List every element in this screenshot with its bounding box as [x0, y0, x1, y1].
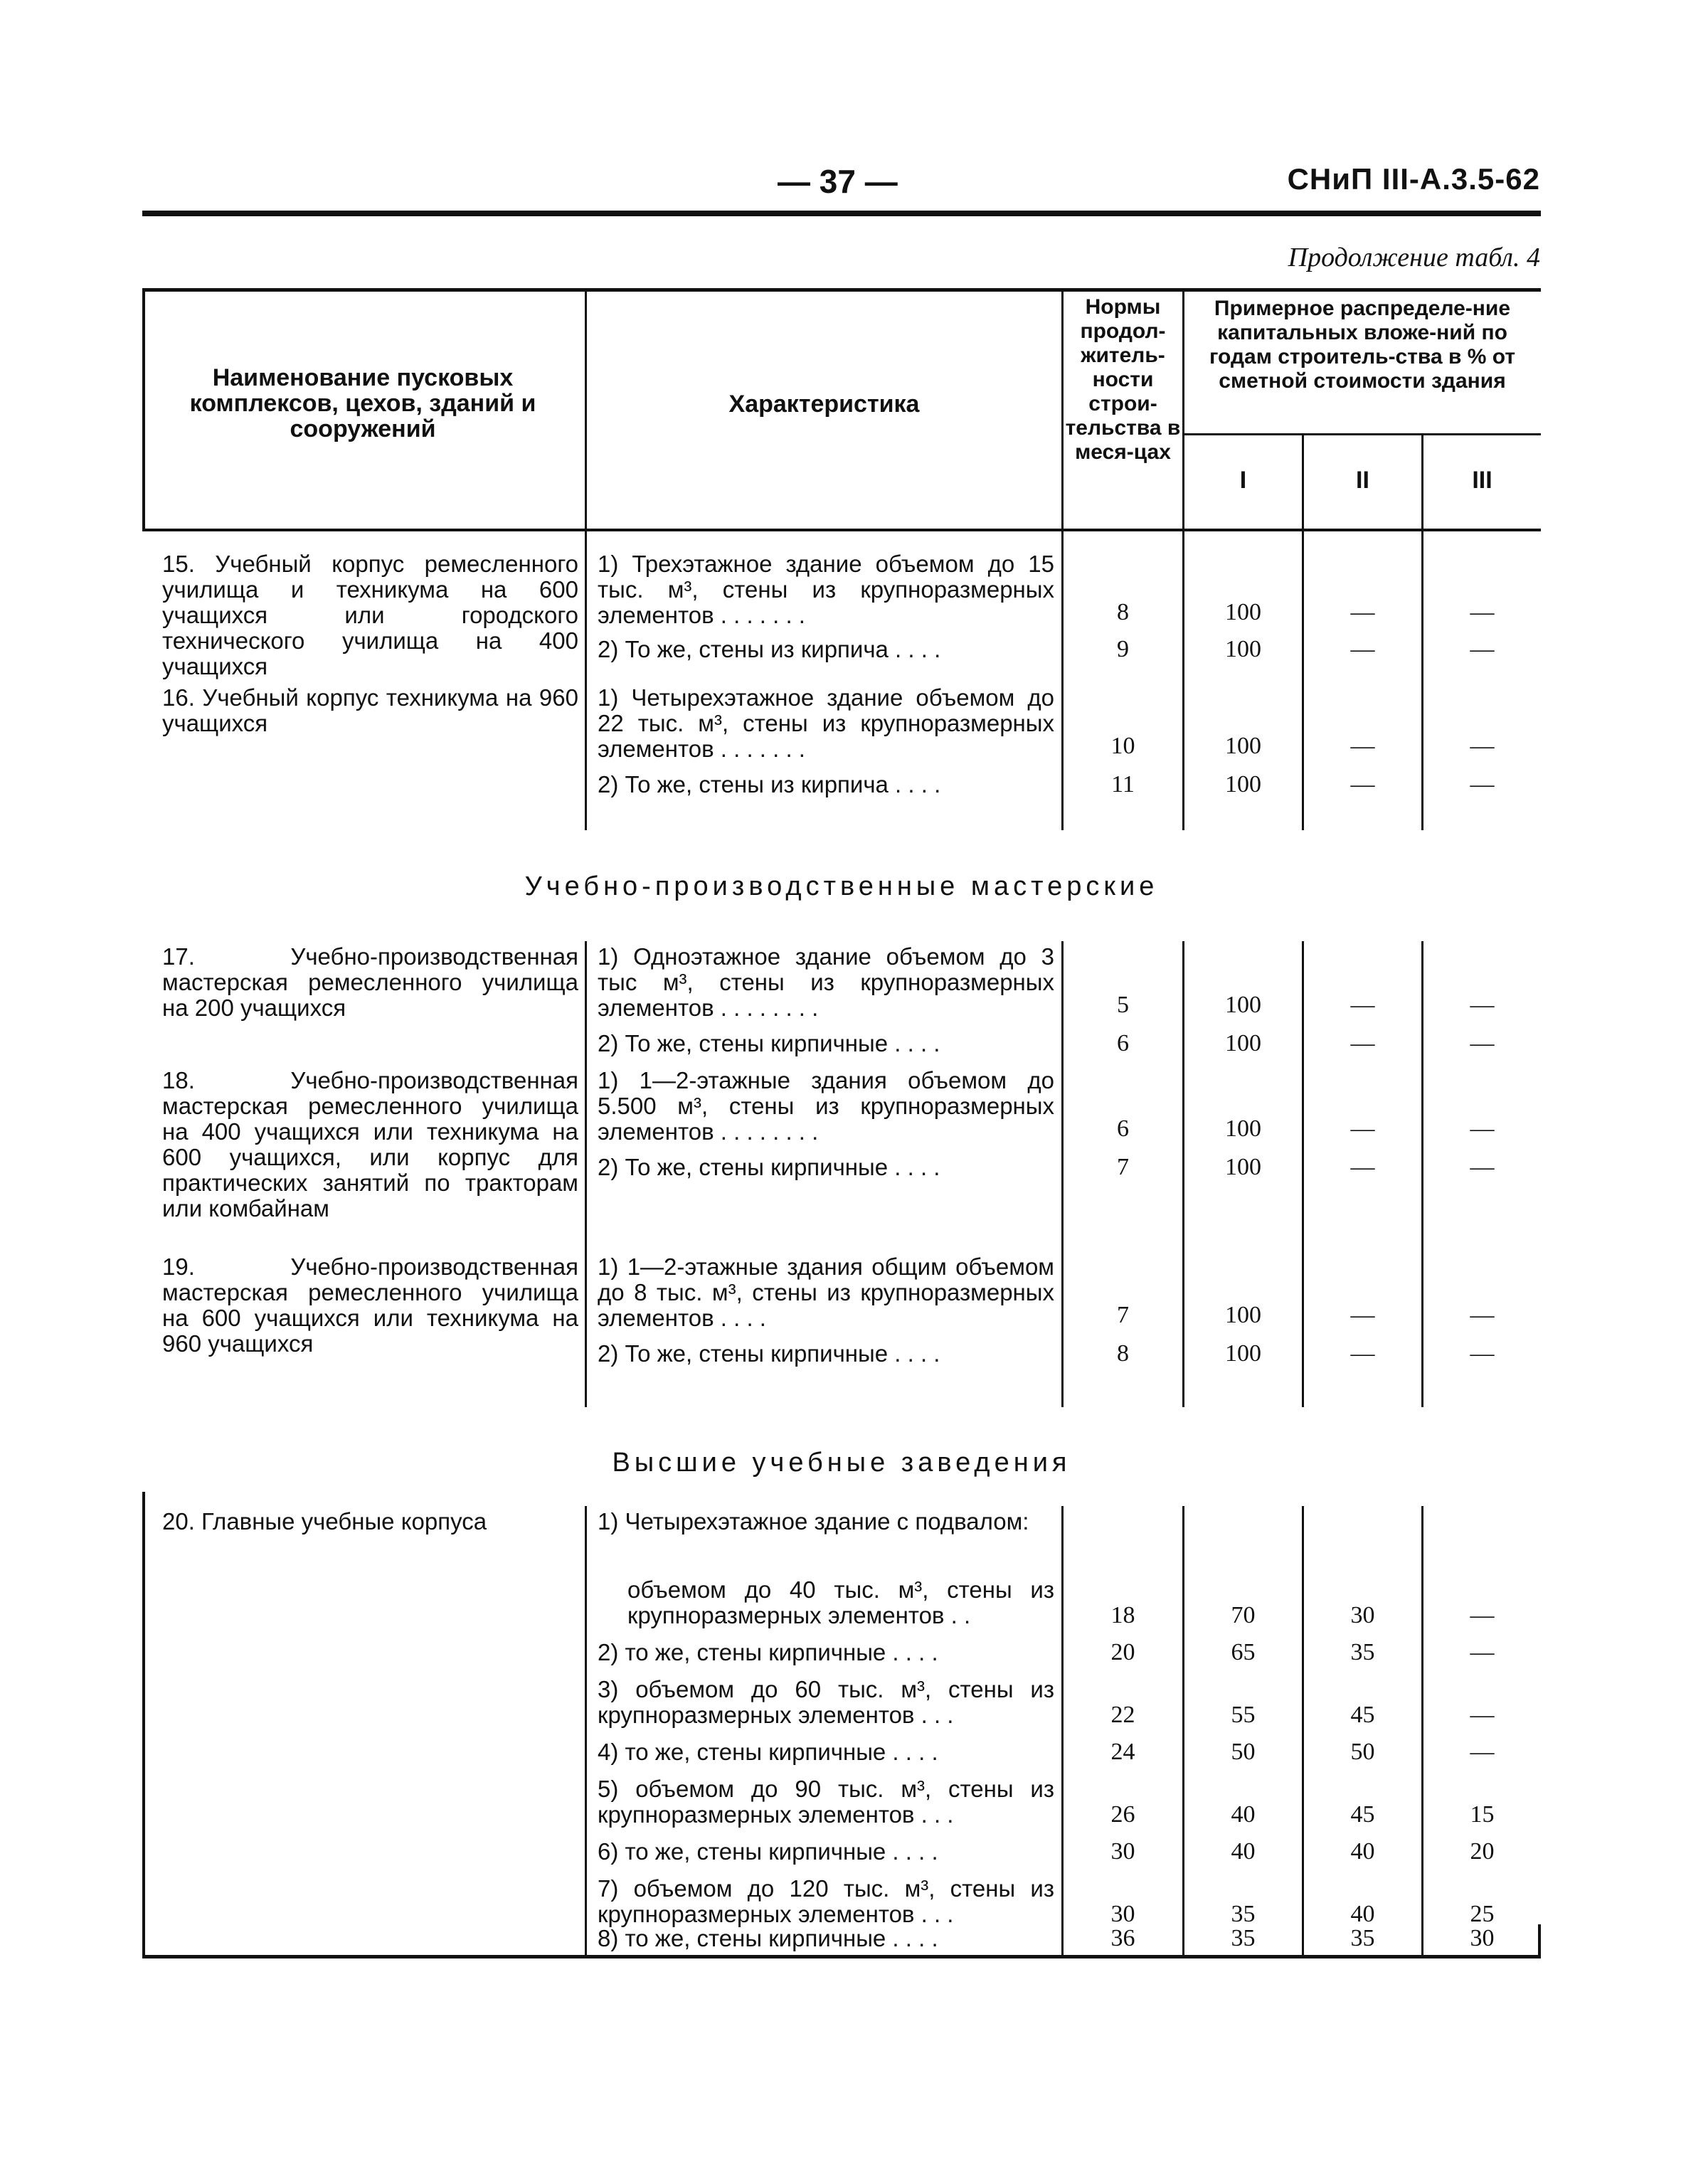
row-19-item-1-I: 100: [1225, 1302, 1261, 1328]
row-19-item-1-text: 1) 1—2-этажные здания общим объемом до 8 тыс. м³, стены из крупноразмерных элементов . . . .: [598, 1253, 1054, 1331]
document-code: СНиП III-A.3.5-62: [1287, 162, 1540, 196]
row-16-item-2-text: 2) То же, стены из кирпича . . . .: [598, 771, 941, 797]
row-20-item-7-III: 25: [1470, 1901, 1495, 1927]
row-20-intro: 1) Четырехэтажное здание с подвалом:: [598, 1508, 1029, 1534]
table-continuation-label: Продолжение табл. 4: [1288, 243, 1540, 272]
row-19-item-2-II: —: [1350, 1340, 1375, 1367]
b1-sep-1: [585, 531, 587, 830]
row-20-item-4-II: 50: [1350, 1739, 1375, 1765]
row-20-item-4-norm: 24: [1110, 1739, 1135, 1765]
row-19-item-2-I: 100: [1225, 1340, 1261, 1367]
col-III-header: III: [1472, 467, 1492, 494]
row-20-item-1-norm: 18: [1110, 1602, 1135, 1628]
b3-sep-3: [1182, 1506, 1184, 1956]
row-15-item-1-II: —: [1350, 599, 1375, 625]
row-20-item-6-norm: 30: [1110, 1838, 1135, 1865]
row-17-name: 17. Учебно-производственная мастерская ремесленного училища на 200 учащихся: [162, 943, 578, 1021]
header-bottom-rule: [142, 529, 1541, 531]
row-15-item-2-III: —: [1470, 636, 1495, 662]
row-15-item-2-I: 100: [1225, 636, 1261, 662]
row-16-name: 16. Учебный корпус техникума на 960 учащихся: [162, 684, 578, 736]
row-19-item-1-III: —: [1470, 1302, 1495, 1328]
row-17-item-1-text: 1) Одноэтажное здание объемом до 3 тыс м³, стены из крупноразмерных элементов . . . . . . . .: [598, 943, 1054, 1021]
section-title-workshops: Учебно-производственные мастерские: [524, 871, 1159, 901]
b3-sep-5: [1421, 1506, 1423, 1956]
row-17-item-2-norm: 6: [1117, 1030, 1129, 1056]
row-20-item-8-norm: 36: [1110, 1925, 1135, 1951]
col-char-header: Характеристика: [728, 391, 920, 418]
row-15-item-2-norm: 9: [1117, 636, 1129, 662]
b2-sep-1: [585, 941, 587, 1407]
row-20-item-5-text: 5) объемом до 90 тыс. м³, стены из крупноразмерных элементов . . .: [598, 1776, 1054, 1828]
row-17-item-2-I: 100: [1225, 1030, 1261, 1056]
row-18-item-2-text: 2) То же, стены кирпичные . . . .: [598, 1154, 940, 1180]
row-20-item-2-norm: 20: [1110, 1639, 1135, 1665]
row-15-item-1-norm: 8: [1117, 599, 1129, 625]
row-15-name: 15. Учебный корпус ремесленного училища и техникума на 600 учащихся или городского технического училища на 400 учащихся: [162, 551, 578, 679]
row-17-item-1-I: 100: [1225, 992, 1261, 1018]
col-I-header: I: [1239, 467, 1247, 494]
row-20-item-1-II: 30: [1350, 1602, 1375, 1628]
row-20-item-5-III: 15: [1470, 1801, 1495, 1828]
row-16-item-2-norm: 11: [1111, 771, 1135, 797]
row-18-item-1-II: —: [1350, 1115, 1375, 1142]
row-18-item-2-norm: 7: [1117, 1154, 1129, 1180]
row-18-item-2-II: —: [1350, 1154, 1375, 1180]
row-18-item-2-III: —: [1470, 1154, 1495, 1180]
col-sep-3: [1182, 288, 1184, 531]
row-19-name: 19. Учебно-производственная мастерская ремесленного училища на 600 учащихся или техникума на 960 учащихся: [162, 1253, 578, 1357]
row-20-item-4-III: —: [1470, 1739, 1495, 1765]
row-20-item-2-II: 35: [1350, 1639, 1375, 1665]
row-20-item-7-text: 7) объемом до 120 тыс. м³, стены из крупноразмерных элементов . . .: [598, 1875, 1054, 1927]
row-16-item-2-I: 100: [1225, 771, 1261, 797]
row-16-item-2-II: —: [1350, 771, 1375, 797]
row-20-item-5-I: 40: [1231, 1801, 1256, 1828]
col-dist-header: Примерное распределе-ние капитальных вложе-ний по годам строитель-ства в % от сметной стоимости здания: [1209, 297, 1516, 393]
row-20-name: 20. Главные учебные корпуса: [162, 1508, 487, 1534]
row-17-item-2-text: 2) То же, стены кирпичные . . . .: [598, 1030, 940, 1056]
b3-sep-1: [585, 1506, 587, 1956]
row-18-item-1-text: 1) 1—2-этажные здания объемом до 5.500 м³, стены из крупноразмерных элементов . . . . . . . .: [598, 1067, 1054, 1145]
row-20-item-8-II: 35: [1350, 1925, 1375, 1951]
row-15-item-1-text: 1) Трехэтажное здание объемом до 15 тыс. м³, стены из крупноразмерных элементов . . . . . . .: [598, 551, 1054, 628]
header-rule: [142, 211, 1541, 216]
row-20-item-4-text: 4) то же, стены кирпичные . . . .: [598, 1739, 938, 1765]
dist-subheader-rule: [1182, 433, 1541, 435]
row-20-item-8-I: 35: [1231, 1925, 1256, 1951]
row-20-item-6-III: 20: [1470, 1838, 1495, 1865]
b3-sep-2: [1061, 1506, 1064, 1956]
row-20-item-2-III: —: [1470, 1639, 1495, 1665]
row-20-item-4-I: 50: [1231, 1739, 1256, 1765]
row-19-item-1-norm: 7: [1117, 1302, 1129, 1328]
table-top-rule: [142, 288, 1541, 292]
row-19-item-1-II: —: [1350, 1302, 1375, 1328]
row-19-item-2-III: —: [1470, 1340, 1495, 1367]
row-20-item-3-I: 55: [1231, 1702, 1256, 1728]
row-20-item-3-II: 45: [1350, 1702, 1375, 1728]
row-18-item-2-I: 100: [1225, 1154, 1261, 1180]
row-19-item-2-norm: 8: [1117, 1340, 1129, 1367]
col-sep-2: [1061, 288, 1064, 531]
row-20-item-8-text: 8) то же, стены кирпичные . . . .: [598, 1925, 938, 1951]
row-16-item-1-text: 1) Четырехэтажное здание объемом до 22 тыс. м³, стены из крупноразмерных элементов . . . . . . .: [598, 684, 1054, 762]
row-16-item-1-III: —: [1470, 733, 1495, 759]
row-20-item-8-III: 30: [1470, 1925, 1495, 1951]
col-name-header: Наименование пусковых комплексов, цехов, зданий и сооружений: [189, 364, 536, 442]
row-17-item-2-III: —: [1470, 1030, 1495, 1056]
row-18-name: 18. Учебно-производственная мастерская ремесленного училища на 400 учащихся или техникума на 600 учащихся, или корпус для практических занятий по тракторам или комбайнам: [162, 1067, 578, 1221]
page-number: — 37 —: [778, 163, 898, 200]
row-20-item-1-I: 70: [1231, 1602, 1256, 1628]
row-17-item-1-II: —: [1350, 992, 1375, 1018]
b3-sep-4: [1302, 1506, 1304, 1956]
row-20-item-6-I: 40: [1231, 1838, 1256, 1865]
row-16-item-2-III: —: [1470, 771, 1495, 797]
row-16-item-1-II: —: [1350, 733, 1375, 759]
row-20-item-5-II: 45: [1350, 1801, 1375, 1828]
row-20-item-1-text: объемом до 40 тыс. м³, стены из крупноразмерных элементов . .: [627, 1576, 1054, 1628]
col-II-header: II: [1356, 467, 1369, 494]
row-20-item-6-II: 40: [1350, 1838, 1375, 1865]
row-18-item-1-norm: 6: [1117, 1115, 1129, 1142]
row-20-item-7-I: 35: [1231, 1901, 1256, 1927]
row-20-item-2-text: 2) то же, стены кирпичные . . . .: [598, 1639, 938, 1665]
row-20-item-5-norm: 26: [1110, 1801, 1135, 1828]
row-20-item-6-text: 6) то же, стены кирпичные . . . .: [598, 1838, 938, 1865]
row-17-item-1-III: —: [1470, 992, 1495, 1018]
table-bottom-rule: [142, 1955, 1541, 1958]
row-16-item-1-I: 100: [1225, 733, 1261, 759]
row-15-item-1-I: 100: [1225, 599, 1261, 625]
row-20-item-3-text: 3) объемом до 60 тыс. м³, стены из крупноразмерных элементов . . .: [598, 1676, 1054, 1728]
row-20-item-2-I: 65: [1231, 1639, 1256, 1665]
row-18-item-1-I: 100: [1225, 1115, 1261, 1142]
row-20-item-7-II: 40: [1350, 1901, 1375, 1927]
row-17-item-2-II: —: [1350, 1030, 1375, 1056]
col-norm-header: Нормы продол-житель-ности строи-тельства в меся-цах: [1065, 295, 1181, 464]
row-20-item-3-norm: 22: [1110, 1702, 1135, 1728]
row-19-item-2-text: 2) То же, стены кирпичные . . . .: [598, 1340, 940, 1367]
row-17-item-1-norm: 5: [1117, 992, 1129, 1018]
norms-table: [142, 288, 1541, 1958]
row-15-item-1-III: —: [1470, 599, 1495, 625]
row-16-item-1-norm: 10: [1110, 733, 1135, 759]
table-left-rule: [142, 288, 145, 531]
section-title-higher-education: Высшие учебные заведения: [612, 1448, 1071, 1478]
row-20-item-7-norm: 30: [1110, 1901, 1135, 1927]
row-18-item-1-III: —: [1470, 1115, 1495, 1142]
row-20-item-3-III: —: [1470, 1702, 1495, 1728]
row-15-item-2-II: —: [1350, 636, 1375, 662]
row-20-item-1-III: —: [1470, 1602, 1495, 1628]
row-15-item-2-text: 2) То же, стены из кирпича . . . .: [598, 636, 941, 662]
table-left-rule-bottom: [142, 1492, 145, 1956]
